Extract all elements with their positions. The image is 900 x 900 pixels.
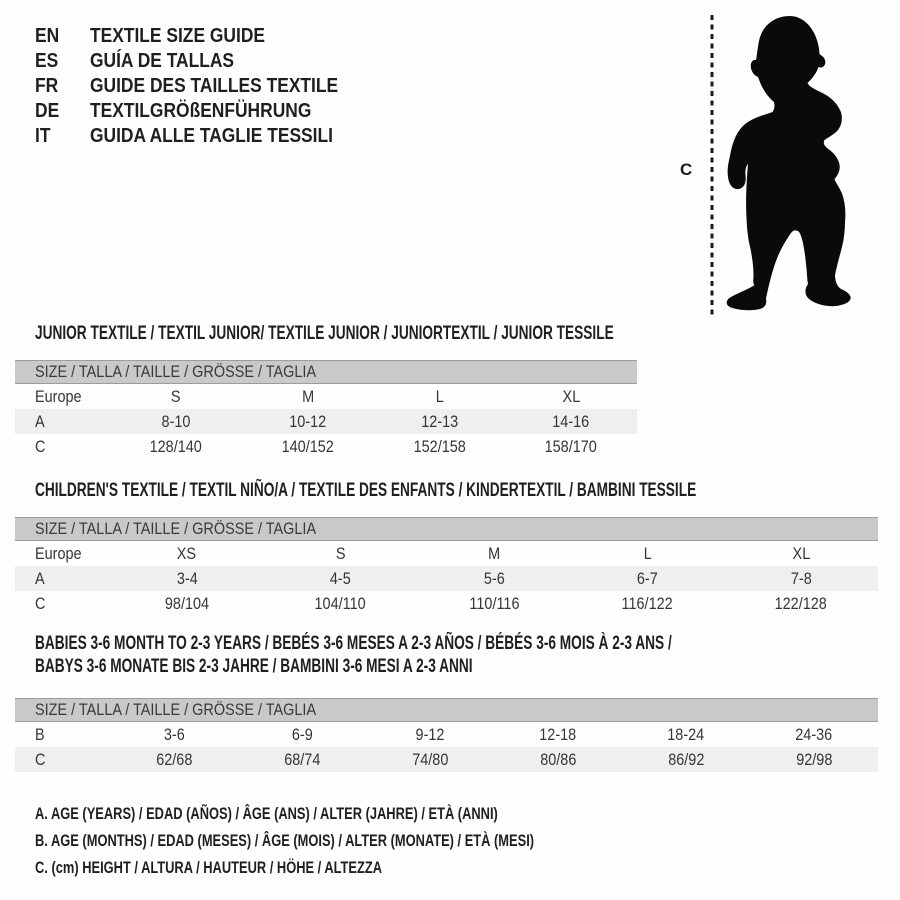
table-cell (374, 412, 506, 432)
section-title-line: BABIES 3-6 MONTH TO 2-3 YEARS / BEBÉS 3-6 MESES A 2-3 AÑOS / BÉBÉS 3-6 MOIS À 2-3 ANS / (35, 633, 672, 654)
table-row (15, 747, 878, 772)
language-code: IT (35, 125, 51, 147)
section-title-line: BABYS 3-6 MONATE BIS 2-3 JAHRE / BAMBINI 3-6 MESI A 2-3 ANNI (35, 656, 473, 677)
legend-text: C. (cm) HEIGHT / ALTURA / HAUTEUR / HÖHE / ALTEZZA (35, 859, 383, 877)
table-cell (264, 544, 418, 564)
legend-line (35, 855, 675, 882)
legend-text: B. AGE (MONTHS) / EDAD (MESES) / ÂGE (MOIS) / ALTER (MONATE) / ETÀ (MESI) (35, 832, 535, 850)
cell-value: 8-10 (161, 411, 191, 431)
height-measure-line (709, 14, 715, 316)
table-cell (494, 725, 622, 745)
table-cell (571, 569, 725, 589)
cell-value: 104/110 (314, 593, 366, 613)
row-label: A (35, 568, 45, 588)
section-title (35, 322, 839, 345)
size-table-header-text: SIZE / TALLA / TAILLE / GRÖSSE / TAGLIA (35, 362, 317, 381)
table-cell (417, 544, 571, 564)
cell-value: 122/128 (775, 593, 828, 613)
table-cell (110, 750, 238, 770)
table-cell (264, 569, 418, 589)
cell-value: 6-9 (291, 724, 313, 744)
language-code: FR (35, 75, 59, 97)
cell-value: S (335, 543, 346, 563)
table-cell (571, 594, 725, 614)
cell-value: L (643, 543, 652, 563)
size-table-header-bar (15, 517, 878, 541)
table-row (15, 591, 878, 616)
row-label: C (35, 436, 46, 456)
legend-line (35, 828, 675, 855)
section-title-line: CHILDREN'S TEXTILE / TEXTIL NIÑO/A / TEXTILE DES ENFANTS / KINDERTEXTIL / BAMBINI TESSILE (35, 480, 697, 501)
row-label: C (35, 593, 46, 613)
cell-value: 128/140 (149, 436, 202, 456)
language-row (35, 99, 375, 124)
language-row (35, 24, 375, 49)
cell-value: 74/80 (411, 749, 449, 769)
table-cell (110, 412, 242, 432)
cell-value: 7-8 (790, 568, 812, 588)
table-cell (242, 412, 374, 432)
row-label: Europe (35, 543, 82, 563)
cell-value: L (435, 386, 444, 406)
table-cell (374, 437, 506, 457)
table-cell (242, 387, 374, 407)
cell-value: XL (792, 543, 811, 563)
cell-value: 4-5 (329, 568, 351, 588)
legend-text: A. AGE (YEARS) / EDAD (AÑOS) / ÂGE (ANS) / ALTER (JAHRE) / ETÀ (ANNI) (35, 805, 498, 823)
cell-value: 3-4 (176, 568, 198, 588)
table-cell (505, 387, 637, 407)
cell-value: M (301, 386, 314, 406)
language-title: TEXTILE SIZE GUIDE (90, 25, 265, 47)
table-cell (110, 594, 264, 614)
cell-value: 98/104 (164, 593, 209, 613)
cell-value: 62/68 (155, 749, 193, 769)
cell-value: 116/122 (621, 593, 674, 613)
cell-value: 24-36 (795, 724, 833, 744)
table-cell (110, 725, 238, 745)
language-row (35, 49, 375, 74)
table-cell (505, 412, 637, 432)
table-cell (724, 569, 878, 589)
cell-value: 18-24 (667, 724, 705, 744)
table-cell (238, 725, 366, 745)
row-label: C (35, 749, 46, 769)
table-cell (366, 750, 494, 770)
size-table-header-bar (15, 698, 878, 722)
table-cell (750, 750, 878, 770)
table-cell (238, 750, 366, 770)
section-title (35, 479, 900, 502)
size-table (15, 360, 637, 459)
table-cell (494, 750, 622, 770)
language-code: EN (35, 25, 60, 47)
figure-height-label: C (680, 160, 693, 179)
cell-value: XL (562, 386, 580, 406)
size-table (15, 698, 878, 772)
cell-value: 5-6 (483, 568, 505, 588)
table-cell (622, 750, 750, 770)
cell-value: 92/98 (795, 749, 833, 769)
cell-value: 110/116 (468, 593, 520, 613)
language-title: GUIDE DES TAILLES TEXTILE (90, 75, 339, 97)
cell-value: 140/152 (281, 436, 334, 456)
table-row (15, 434, 637, 459)
table-cell (622, 725, 750, 745)
language-title: GUÍA DE TALLAS (90, 50, 235, 72)
cell-value: 152/158 (413, 436, 466, 456)
table-row (15, 541, 878, 566)
language-code: DE (35, 100, 60, 122)
table-cell (110, 437, 242, 457)
cell-value: XS (177, 543, 197, 563)
table-cell (417, 594, 571, 614)
table-cell (724, 544, 878, 564)
table-cell (110, 569, 264, 589)
cell-value: M (487, 543, 500, 563)
cell-value: 9-12 (415, 724, 445, 744)
legend (35, 801, 675, 882)
table-cell (366, 725, 494, 745)
cell-value: 12-18 (539, 724, 577, 744)
table-cell (110, 387, 242, 407)
table-row (15, 566, 878, 591)
language-row (35, 74, 375, 99)
table-cell (264, 594, 418, 614)
language-title: TEXTILGRÖßENFÜHRUNG (90, 100, 312, 122)
table-cell (110, 544, 264, 564)
cell-value: 6-7 (637, 568, 659, 588)
cell-value: 86/92 (667, 749, 705, 769)
table-cell (417, 569, 571, 589)
size-table-header-text: SIZE / TALLA / TAILLE / GRÖSSE / TAGLIA (35, 700, 317, 719)
table-cell (374, 387, 506, 407)
cell-value: 12-13 (420, 411, 458, 431)
size-table-header-text: SIZE / TALLA / TAILLE / GRÖSSE / TAGLIA (35, 519, 317, 538)
table-cell (750, 725, 878, 745)
cell-value: 68/74 (283, 749, 321, 769)
table-row (15, 722, 878, 747)
cell-value: 14-16 (552, 411, 590, 431)
row-label: B (35, 724, 45, 744)
language-code: ES (35, 50, 59, 72)
table-row (15, 409, 637, 434)
table-cell (242, 437, 374, 457)
table-row (15, 384, 637, 409)
language-title: GUIDA ALLE TAGLIE TESSILI (90, 125, 333, 147)
baby-silhouette-icon (722, 13, 882, 318)
cell-value: 80/86 (539, 749, 577, 769)
section-title-line: JUNIOR TEXTILE / TEXTIL JUNIOR/ TEXTILE JUNIOR / JUNIORTEXTIL / JUNIOR TESSILE (35, 323, 614, 344)
size-table-header-bar (15, 360, 637, 384)
row-label: A (35, 411, 45, 431)
size-table (15, 517, 878, 616)
row-label: Europe (35, 386, 82, 406)
cell-value: 10-12 (289, 411, 327, 431)
table-cell (505, 437, 637, 457)
table-cell (571, 544, 725, 564)
language-list (35, 24, 375, 149)
cell-value: 158/170 (544, 436, 598, 456)
table-cell (724, 594, 878, 614)
section-title (35, 632, 900, 678)
cell-value: S (171, 386, 181, 406)
language-row (35, 124, 375, 149)
legend-line (35, 801, 675, 828)
cell-value: 3-6 (163, 724, 185, 744)
